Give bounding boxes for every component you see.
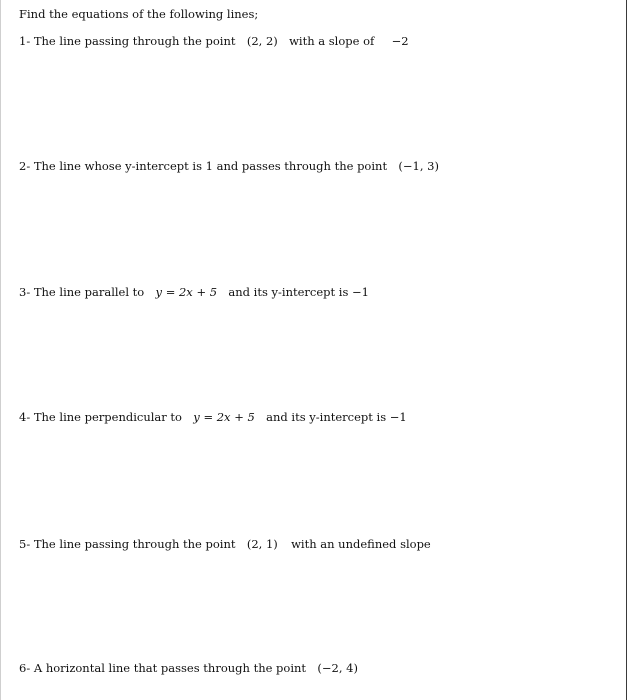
question-5-prefix: 5- The line passing through the point — [19, 537, 236, 551]
right-border — [626, 0, 627, 700]
instructions: Find the equations of the following lines; — [19, 7, 259, 21]
question-3 — [19, 285, 369, 299]
question-4-equation: y = 2x + 5 — [193, 410, 255, 424]
question-2 — [19, 159, 439, 173]
question-1 — [19, 34, 409, 48]
question-4-suffix: and its y-intercept is −1 — [266, 410, 407, 424]
left-border — [0, 0, 1, 700]
question-3-suffix: and its y-intercept is −1 — [228, 285, 369, 299]
question-6-prefix: 6- A horizontal line that passes through the point — [19, 661, 307, 675]
question-2-point: (−1, 3) — [398, 159, 439, 173]
question-3-equation: y = 2x + 5 — [155, 285, 218, 299]
question-1-middle: with a slope of — [289, 34, 375, 48]
question-1-value: −2 — [391, 34, 409, 48]
question-4-prefix: 4- The line perpendicular to — [19, 410, 182, 424]
question-3-prefix: 3- The line parallel to — [19, 285, 145, 299]
question-1-prefix: 1- The line passing through the point — [19, 34, 236, 48]
question-4 — [19, 410, 407, 424]
question-5 — [19, 537, 431, 551]
question-6 — [19, 661, 358, 675]
question-2-prefix: 2- The line whose y-intercept is 1 and passes through the point — [19, 159, 388, 173]
question-1-point: (2, 2) — [246, 34, 278, 48]
question-5-point: (2, 1) — [246, 537, 278, 551]
question-6-point: (−2, 4) — [317, 661, 358, 675]
question-5-suffix: with an undefined slope — [291, 537, 431, 551]
